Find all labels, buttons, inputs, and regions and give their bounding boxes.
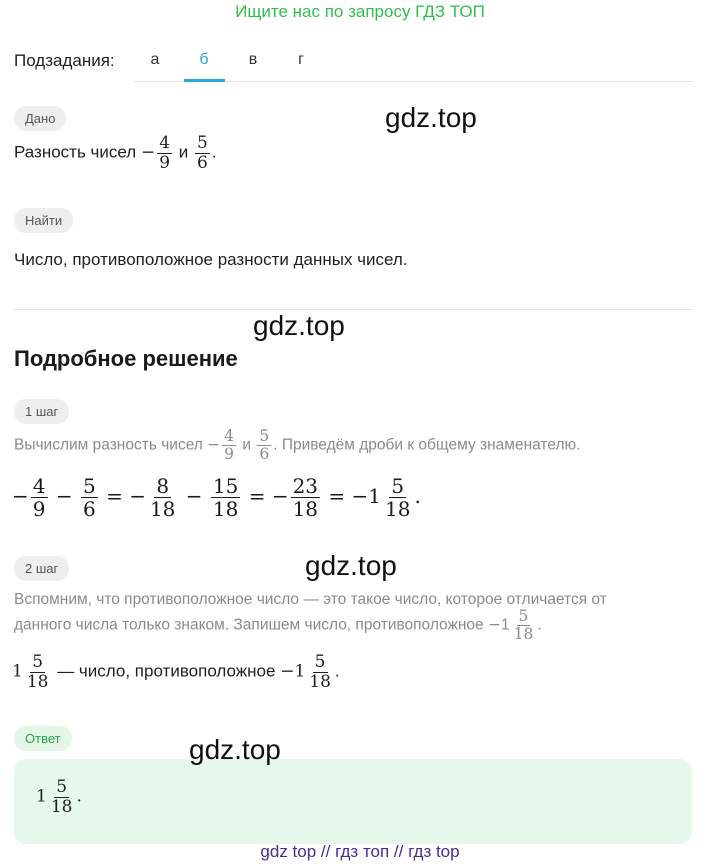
watermark: gdz.top — [305, 550, 397, 581]
watermark: gdz.top — [385, 102, 477, 133]
tab-v[interactable]: в — [248, 51, 258, 68]
tab-b[interactable]: б — [199, 51, 209, 68]
tab-a[interactable]: а — [150, 51, 160, 68]
answer-pill: Ответ — [14, 726, 72, 751]
step2-line1: Вспомним, что противоположное число — это такое число, которое отличается от — [14, 591, 607, 608]
step1-equation: − $\frac{4}{9}$ − $\frac{5}{6}$ = − $\frac{8}{18}$ − $\frac{15}{18}$ = − $\frac{23}{18}$ = −1 $\frac{5}{18}$ . — [12, 474, 421, 521]
fraction-4-9: $\frac{4}{9}$ — [159, 133, 171, 173]
subtask-tabs — [133, 40, 693, 82]
step2-pill: 2 шаг — [14, 556, 69, 581]
divider — [14, 309, 692, 310]
minus-sign: − — [140, 142, 156, 163]
answer-box — [14, 759, 692, 844]
fraction-5-6: $\frac{5}{6}$ — [197, 133, 208, 173]
active-tab-indicator — [184, 79, 225, 82]
watermark: gdz.top — [253, 310, 345, 341]
step1-text: Вычислим разность чисел − $\frac{4}{9}$ и $\frac{5}{6}$ . Приведём дроби к общему знаменателю. — [14, 427, 581, 464]
answer-value: 1 $\frac{5}{18}$ . — [36, 777, 82, 817]
promo-banner[interactable]: Ищите нас по запросу ГДЗ ТОП — [235, 2, 485, 21]
tab-g[interactable]: г — [298, 51, 304, 68]
given-pill: Дано — [14, 106, 66, 131]
find-text: Число, противоположное разности данных чисел. — [14, 250, 408, 269]
step2-result: 1 $\frac{5}{18}$ — число, противоположное −1 $\frac{5}{18}$ . — [12, 652, 340, 692]
given-prefix: Разность чисел — [14, 142, 137, 162]
and-word: и — [178, 142, 189, 162]
watermark: gdz.top — [189, 734, 281, 765]
footer-links[interactable]: gdz top // гдз топ // гдз top — [260, 842, 460, 861]
find-pill: Найти — [14, 208, 73, 233]
step2-line2: данного числа только знаком. Запишем число, противоположное −1 $\frac{5}{18}$ . — [14, 607, 542, 644]
step1-pill: 1 шаг — [14, 399, 69, 424]
given-text: Разность чисел − $\frac{4}{9}$ и $\frac{5}{6}$ . — [14, 133, 217, 173]
subtasks-label: Подзадания: — [14, 51, 115, 70]
solution-heading: Подробное решение — [14, 346, 238, 371]
